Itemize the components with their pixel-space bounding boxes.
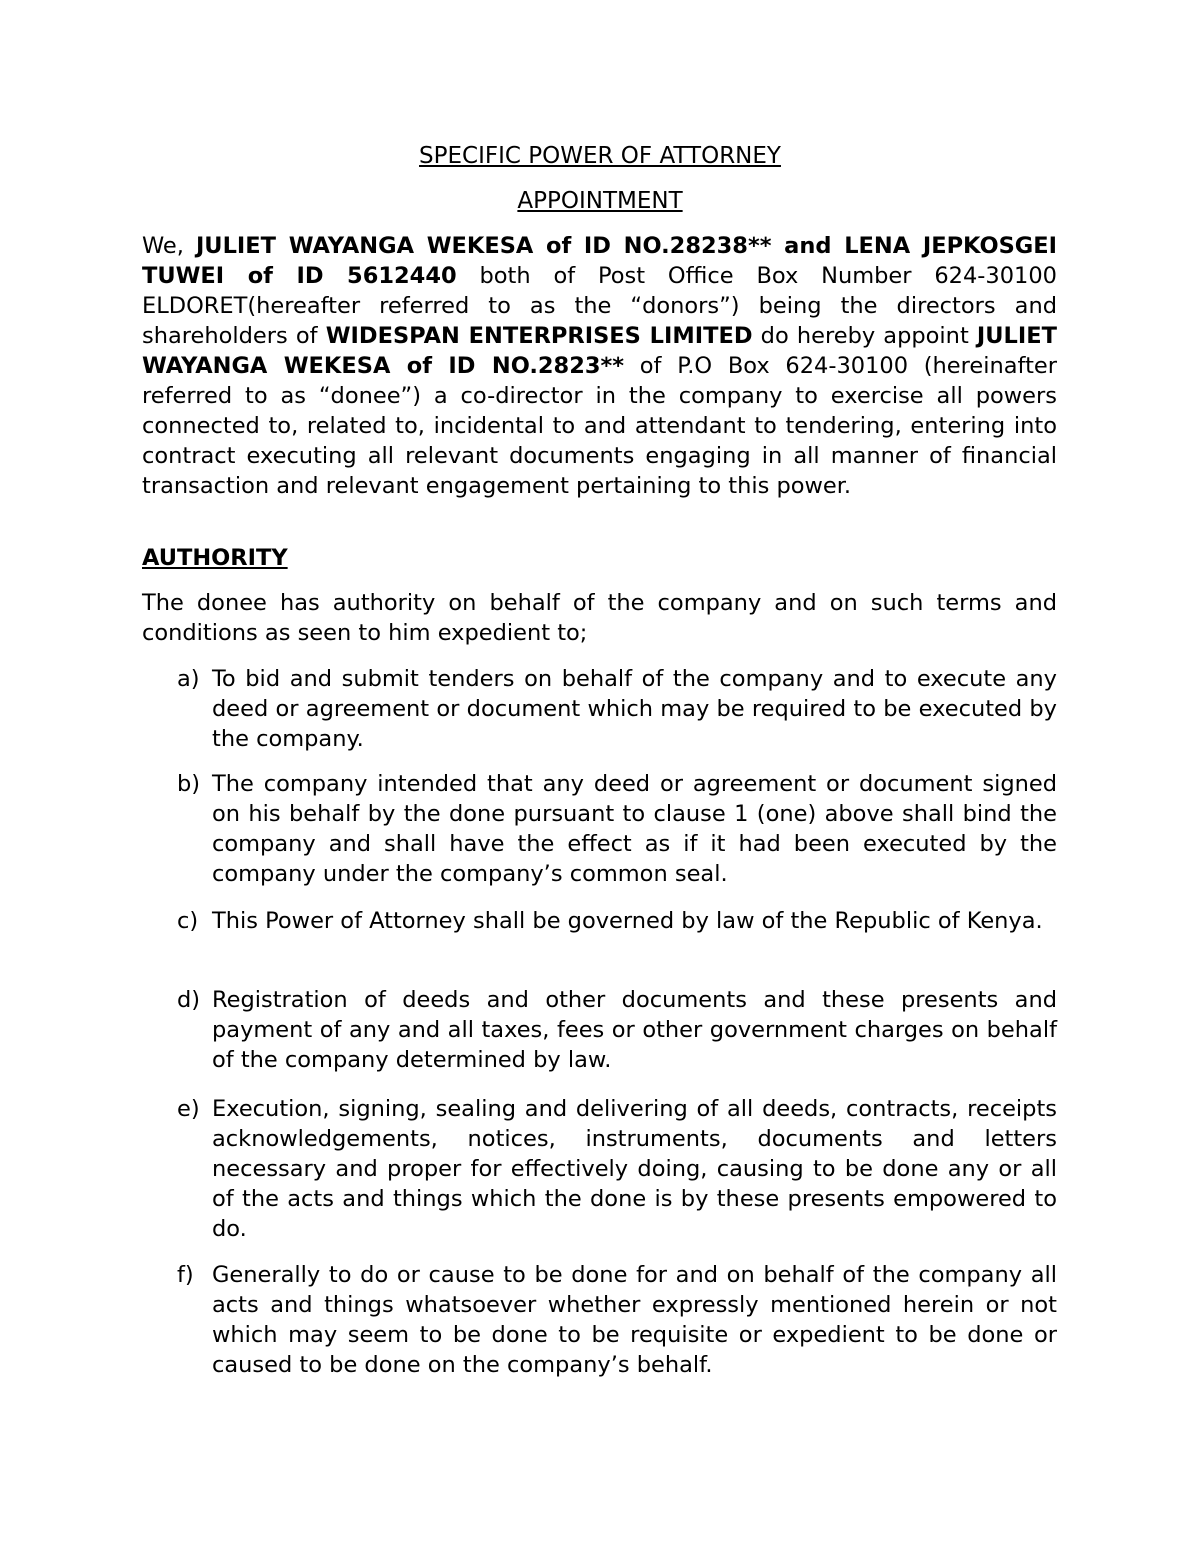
list-item-text: The company intended that any deed or agreement or document signed on his behalf by the done pursuant to clause 1 (one) above shall bind the company and shall have the effect as if it had been executed by the company under the company’s common seal. bbox=[212, 771, 1057, 887]
company-name: WIDESPAN ENTERPRISES LIMITED bbox=[325, 323, 753, 349]
list-item-text: This Power of Attorney shall be governed by law of the Republic of Kenya. bbox=[212, 908, 1043, 934]
list-item-text: To bid and submit tenders on behalf of the company and to execute any deed or agreement or document which may be required to be executed by the company. bbox=[212, 666, 1057, 752]
list-item-text: Generally to do or cause to be done for and on behalf of the company all acts and things whatsoever whether expressly mentioned herein or not which may seem to be done to be requisite or expedient to be done or caused to be done on the company’s behalf. bbox=[212, 1262, 1057, 1378]
list-item-label: d) bbox=[177, 987, 201, 1013]
intro-text-2: and bbox=[771, 233, 845, 259]
list-item-text: Execution, signing, sealing and delivering of all deeds, contracts, receipts acknowledgements, notices, instruments, documents and letters necessary and proper for effectively doing, causing to be done any or all of the acts and things which the done is by these presents empowered to do. bbox=[212, 1096, 1057, 1242]
intro-text-3: both of Post Office Box Number 624-30100 ELDORET(hereafter referred to as the “donors”) being the directors and shareholders of bbox=[142, 263, 1057, 349]
intro-text-4: do hereby appoint bbox=[752, 323, 977, 349]
intro-text-1: We, bbox=[142, 233, 196, 259]
donee-name: JULIET WAYANGA WEKESA of ID NO.2823** bbox=[142, 323, 1057, 379]
authority-paragraph: The donee has authority on behalf of the company and on such terms and conditions as seen to him expedient to; bbox=[142, 590, 1057, 646]
intro-text-5: of P.O Box 624-30100 (hereinafter referred to as “donee”) a co-director in the company to exercise all powers connected to, related to, incidental to and attendant to tendering, entering into contract executing all relevant documents engaging in all manner of financial transaction and relevant engagement pertaining to this power. bbox=[142, 353, 1057, 499]
list-item-label: a) bbox=[177, 666, 200, 692]
list-item-label: f) bbox=[177, 1262, 194, 1288]
document-title: SPECIFIC POWER OF ATTORNEY bbox=[419, 143, 781, 169]
list-item-label: c) bbox=[177, 908, 199, 934]
list-item bbox=[142, 1094, 1057, 1244]
list-item-label: b) bbox=[177, 771, 201, 797]
list-item-text: Registration of deeds and other documents and these presents and payment of any and all taxes, fees or other government charges on behalf of the company determined by law. bbox=[212, 987, 1057, 1073]
section-heading-authority: AUTHORITY bbox=[142, 545, 288, 571]
list-item bbox=[142, 985, 1057, 1075]
appointment-paragraph bbox=[142, 231, 1057, 501]
section-heading-appointment: APPOINTMENT bbox=[517, 188, 683, 214]
list-item bbox=[142, 769, 1057, 889]
list-item bbox=[142, 1260, 1057, 1380]
donor-1-name: JULIET WAYANGA WEKESA of ID NO.28238** bbox=[195, 233, 772, 259]
donor-2-name: LENA JEPKOSGEI TUWEI of ID 5612440 bbox=[142, 233, 1058, 289]
list-item bbox=[142, 664, 1057, 754]
list-item-label: e) bbox=[177, 1096, 200, 1122]
list-item bbox=[142, 906, 1057, 936]
